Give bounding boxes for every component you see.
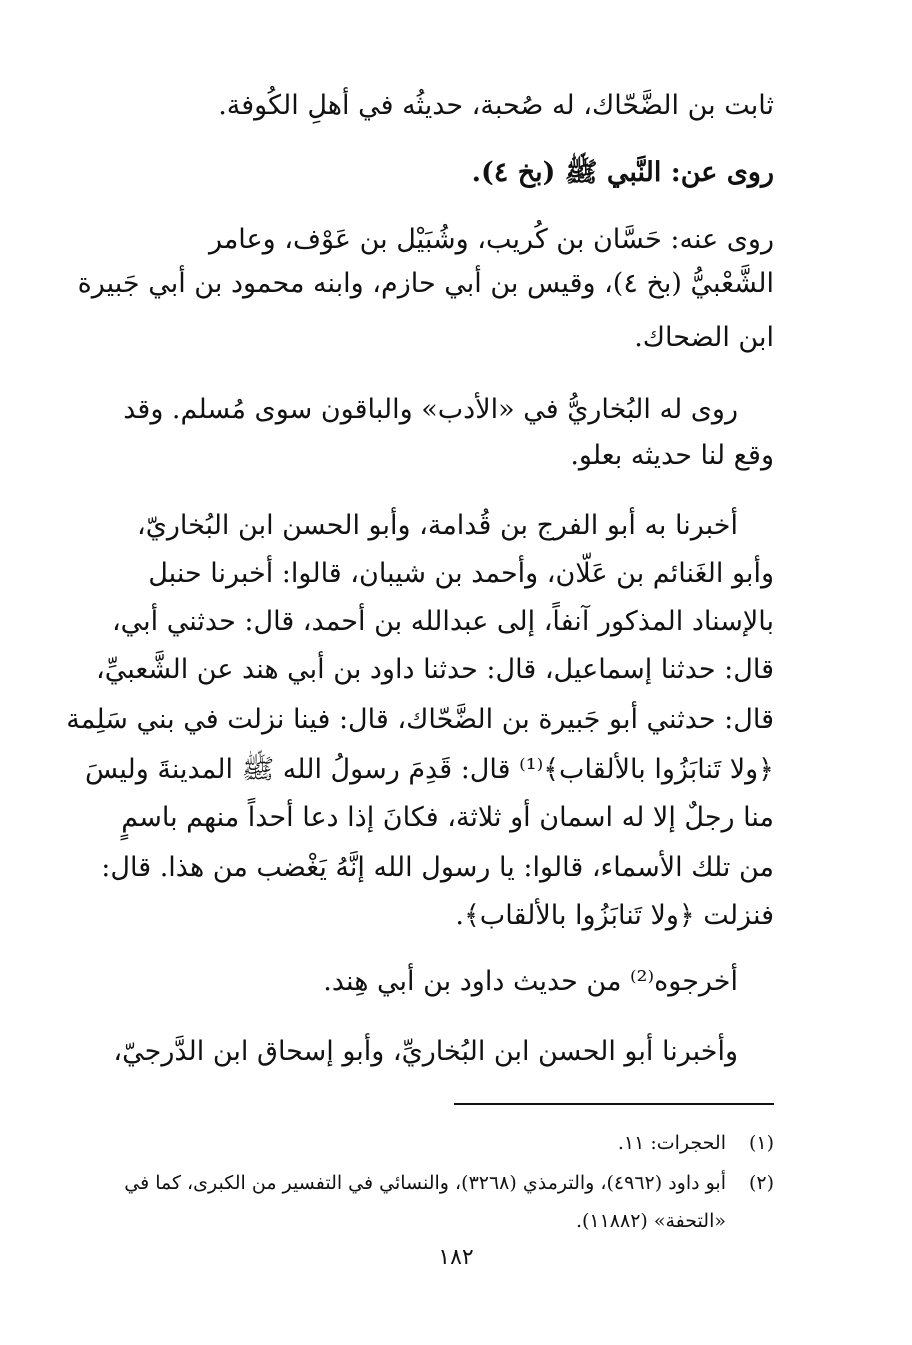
text-line: ابن الضحاك.	[634, 322, 774, 353]
footnote-text: الحجرات: ١١.	[617, 1132, 726, 1154]
text-line: قال: حدثني أبو جَبيرة بن الضَّحّاك، قال: فينا نزلت في بني سَلِمة	[66, 704, 774, 735]
text-line-rawa-an: روى عن: النَّبي ﷺ (بخ ٤).	[471, 157, 774, 188]
text-line: ﴿ولا تَنابَزُوا بالألقاب﴾⁽¹⁾ قال: قَدِمَ رسولُ الله ﷺ المدينةَ وليسَ	[84, 754, 774, 785]
footnote-2	[70, 1168, 774, 1198]
text-line: ثابت بن الضَّحّاك، له صُحبة، حديثُه في أهلِ الكُوفة.	[218, 90, 774, 121]
text-line: الشَّعْبيُّ (بخ ٤)، وقيس بن أبي حازم، وابنه محمود بن أبي جَبيرة	[77, 268, 774, 299]
text-line: من تلك الأسماء، قالوا: يا رسول الله إنَّهُ يَغْضب من هذا. قال:	[101, 852, 774, 883]
footnote-1	[70, 1128, 774, 1158]
text-line: بالإسناد المذكور آنفاً، إلى عبدالله بن أحمد، قال: حدثني أبي،	[111, 606, 774, 637]
text-line: أخبرنا به أبو الفرج بن قُدامة، وأبو الحسن ابن البُخاريّ،	[137, 510, 738, 541]
text-line: وأخبرنا أبو الحسن ابن البُخاريِّ، وأبو إسحاق ابن الدَّرجيّ،	[113, 1036, 738, 1067]
footnote-number: (١)	[748, 1132, 774, 1154]
footnote-text: أبو داود (٤٩٦٢)، والترمذي (٣٢٦٨)، والنسائي في التفسير من الكبرى، كما في	[124, 1172, 726, 1194]
text-line: منا رجلٌ إلا له اسمان أو ثلاثة، فكانَ إذا دعا أحداً منهم باسمٍ	[121, 802, 774, 833]
text-line: روى له البُخاريُّ في «الأدب» والباقون سوى مُسلم. وقد	[123, 394, 738, 425]
page-number: ١٨٢	[438, 1245, 474, 1270]
footnote-2-continued	[70, 1206, 774, 1236]
footnote-number: (٢)	[748, 1172, 774, 1194]
footnote-divider	[454, 1103, 774, 1105]
text-line-rawa-anhu: روى عنه: حَسَّان بن كُريب، وشُبَيْل بن عَوْف، وعامر	[208, 224, 774, 255]
text-line: قال: حدثنا إسماعيل، قال: حدثنا داود بن أبي هند عن الشَّعبيِّ،	[95, 654, 774, 685]
text-line: وأبو الغَنائم بن عَلّان، وأحمد بن شيبان، قالوا: أخبرنا حنبل	[148, 558, 774, 589]
text-line: وقع لنا حديثه بعلو.	[570, 440, 774, 471]
footnote-text: «التحفة» (١١٨٨٢).	[575, 1210, 726, 1232]
text-line: أخرجوه⁽²⁾ من حديث داود بن أبي هِند.	[323, 966, 738, 997]
text-line: فنزلت ﴿ولا تَنابَزُوا بالألقاب﴾.	[455, 900, 774, 931]
